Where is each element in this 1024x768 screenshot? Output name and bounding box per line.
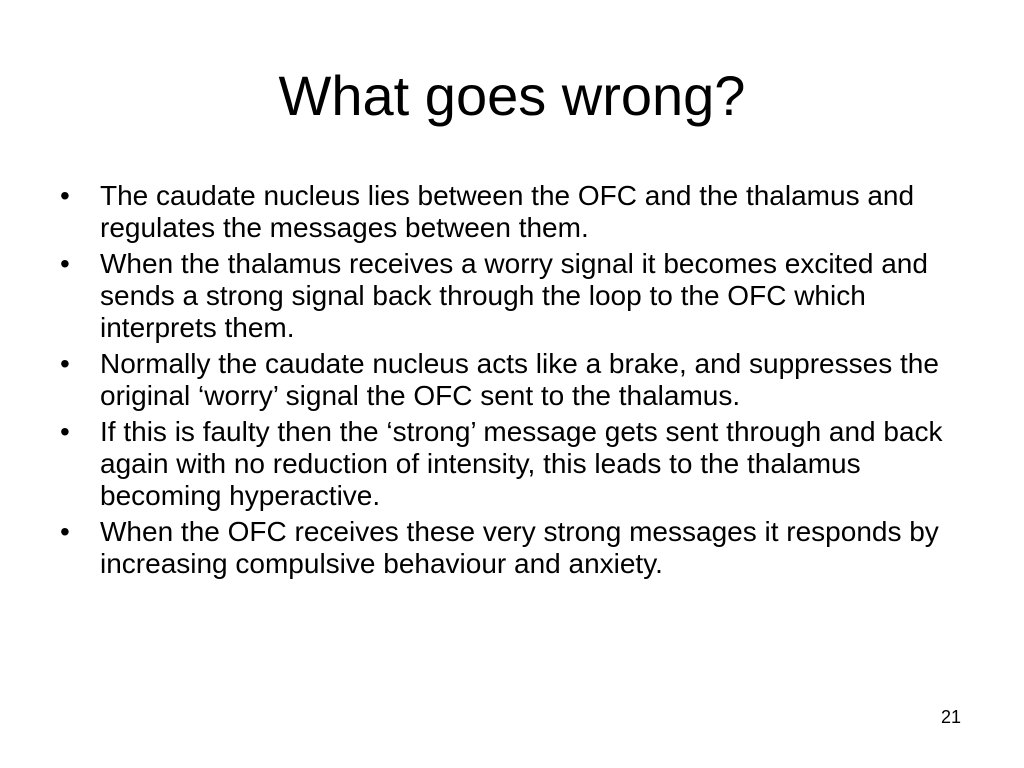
- bullet-marker: •: [60, 180, 70, 211]
- bullet-text: If this is faulty then the ‘strong’ message gets sent through and back again with no reduction of intensity, this leads to the thalamus becoming hyperactive.: [100, 416, 943, 511]
- bullet-text: When the OFC receives these very strong messages it responds by increasing compulsive behaviour and anxiety.: [100, 516, 939, 579]
- bullet-marker: •: [60, 516, 70, 547]
- bullet-marker: •: [60, 348, 70, 379]
- bullet-text: Normally the caudate nucleus acts like a brake, and suppresses the original ‘worry’ signal the OFC sent to the thalamus.: [100, 348, 939, 411]
- bullet-item: [56, 416, 961, 512]
- bullet-item: [56, 248, 961, 344]
- page-number: 21: [940, 707, 961, 727]
- bullet-text: The caudate nucleus lies between the OFC and the thalamus and regulates the messages between them.: [100, 180, 915, 243]
- bullet-item: [56, 516, 961, 580]
- bullet-text: When the thalamus receives a worry signal it becomes excited and sends a strong signal back through the loop to the OFC which interprets them.: [100, 248, 928, 343]
- bullet-marker: •: [60, 248, 70, 279]
- bullet-item: [56, 348, 961, 412]
- bullet-list: [56, 180, 961, 584]
- slide-title: What goes wrong?: [278, 64, 746, 127]
- bullet-item: [56, 180, 961, 244]
- bullet-marker: •: [60, 416, 70, 447]
